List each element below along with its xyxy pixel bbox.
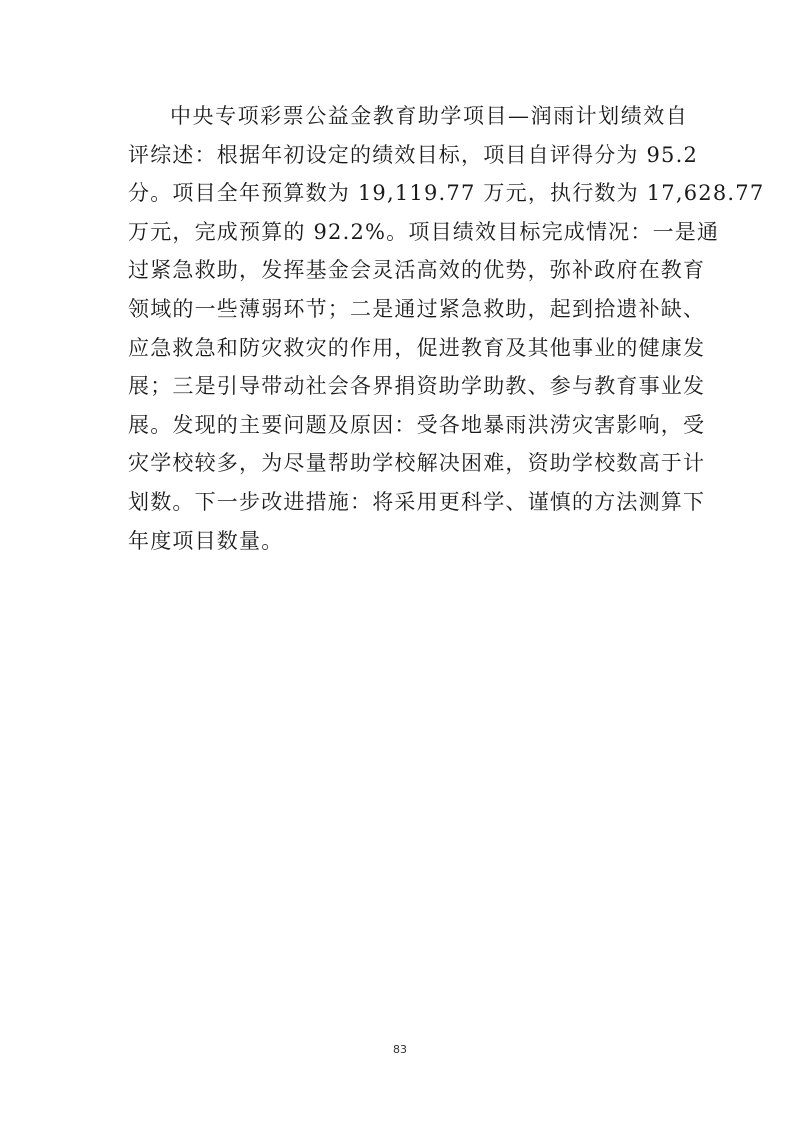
paragraph-line: 评综述：根据年初设定的绩效目标，项目自评得分为 95.2 (128, 142, 699, 167)
paragraph-line: 领域的一些薄弱环节；二是通过紧急救助，起到拾遗补缺、 (128, 296, 706, 321)
paragraph-line: 展。发现的主要问题及原因：受各地暴雨洪涝灾害影响，受 (128, 412, 706, 437)
body-paragraph (128, 97, 765, 560)
paragraph-line: 划数。下一步改进措施：将采用更科学、谨慎的方法测算下 (128, 489, 706, 514)
page-number: 83 (393, 1043, 407, 1056)
paragraph-line: 分。项目全年预算数为 19,119.77 万元，执行数为 17,628.77 (128, 181, 765, 206)
paragraph-line: 灾学校较多，为尽量帮助学校解决困难，资助学校数高于计 (128, 451, 706, 476)
paragraph-line: 展；三是引导带动社会各界捐资助学助教、参与教育事业发 (128, 374, 706, 399)
paragraph-line: 中央专项彩票公益金教育助学项目—润雨计划绩效自 (170, 104, 688, 128)
paragraph-line: 年度项目数量。 (128, 528, 284, 553)
paragraph-line: 应急救急和防灾救灾的作用，促进教育及其他事业的健康发 (128, 335, 706, 360)
paragraph-line: 万元，完成预算的 92.2%。项目绩效目标完成情况：一是通 (128, 219, 720, 244)
paragraph-line: 过紧急救助，发挥基金会灵活高效的优势，弥补政府在教育 (128, 258, 706, 283)
